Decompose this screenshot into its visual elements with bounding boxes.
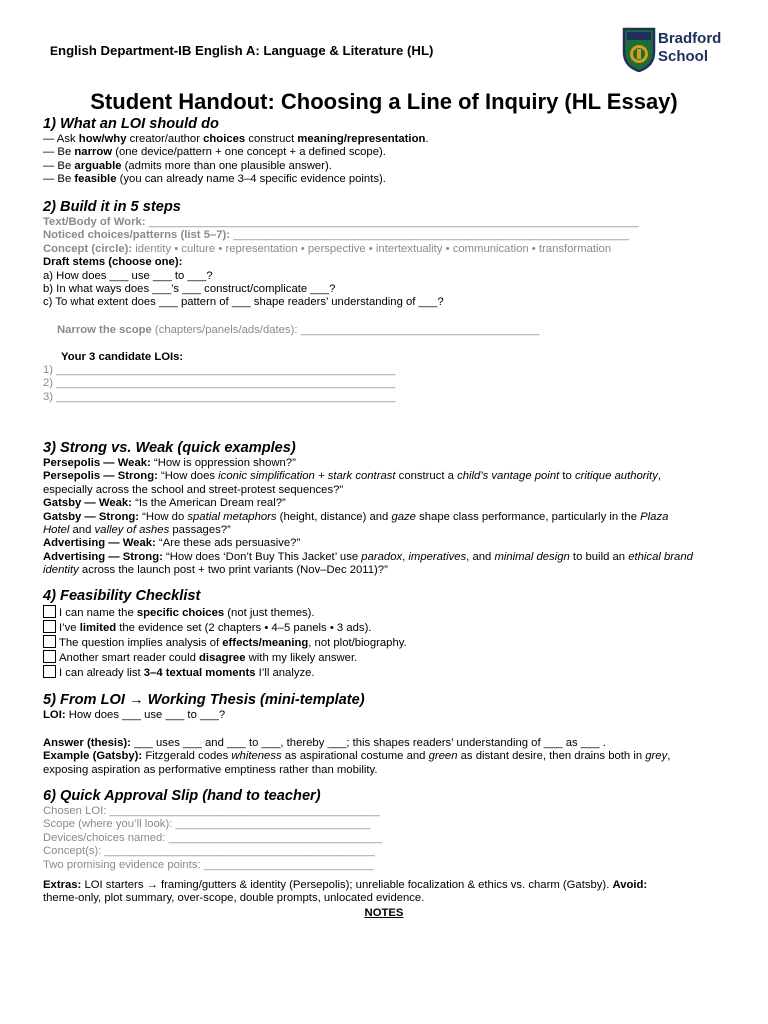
section-feasibility-checklist xyxy=(43,588,733,680)
checklist-item-5[interactable]: I can already list 3–4 textual moments I’ll analyze. xyxy=(43,665,733,680)
stem-b: b) In what ways does ___’s ___ construct/complicate ___? xyxy=(43,283,336,296)
candidate-loi-3: 3) ______________________________________________________ xyxy=(43,390,396,403)
section-1-heading: 1) What an LOI should do xyxy=(43,116,219,132)
s1-line-1: — Ask how/why creator/author choices construct meaning/representation. xyxy=(43,133,429,145)
section-strong-vs-weak xyxy=(43,440,733,578)
candidate-loi-1: 1) ______________________________________________________ xyxy=(43,364,396,376)
gatsby-example: Example (Gatsby): Fitzgerald codes whiteness as aspirational costume and green as distant desire, then drains both in grey, xyxy=(43,750,671,763)
section-4-heading: 4) Feasibility Checklist xyxy=(43,588,201,604)
section-what-loi-should-do xyxy=(43,116,733,187)
persepolis-strong-cont: especially across the school and street-protest sequences?” xyxy=(43,483,344,496)
stem-c: c) To what extent does ___ pattern of ___ shape readers’ understanding of ___? xyxy=(43,296,444,309)
checklist-item-2[interactable]: I’ve limited the evidence set (2 chapters • 4–5 panels • 3 ads). xyxy=(43,620,733,635)
school-logo xyxy=(622,26,722,76)
department-first-letter: E xyxy=(50,44,59,58)
section-build-steps xyxy=(43,199,733,310)
gatsby-strong: Gatsby — Strong: “How do spatial metaphors (height, distance) and gaze shape class performance, particularly in the Plaza xyxy=(43,510,669,523)
answer-thesis: Answer (thesis): ___ uses ___ and ___ to ___, thereby ___; this shapes readers’ understanding of ___ as ___ . xyxy=(43,737,606,749)
thesis-block xyxy=(43,737,733,777)
advertising-strong-cont: identity across the launch post + two print variants (Nov–Dec 2011)?” xyxy=(43,564,388,577)
gatsby-strong-cont: Hotel and valley of ashes passages?” xyxy=(43,524,231,537)
section-3-heading: 3) Strong vs. Weak (quick examples) xyxy=(43,440,296,456)
section-loi-to-thesis xyxy=(43,692,733,722)
candidate-lois-label: Your 3 candidate LOIs: xyxy=(61,351,184,363)
department-text: nglish Department-IB English A: Language & Literature (HL) xyxy=(58,43,434,58)
notes-heading: NOTES xyxy=(364,907,404,919)
section-2-heading: 2) Build it in 5 steps xyxy=(43,199,181,215)
school-name-line2: School xyxy=(658,48,709,65)
chosen-loi-field[interactable]: Chosen LOI: ___________________________________________ xyxy=(43,805,380,817)
checkbox-icon[interactable] xyxy=(43,605,56,618)
gatsby-weak: Gatsby — Weak: “Is the American Dream real?” xyxy=(43,497,286,510)
page-title: Student Handout: Choosing a Line of Inquiry (HL Essay) xyxy=(90,89,678,114)
section-6-heading: 6) Quick Approval Slip (hand to teacher) xyxy=(43,788,321,804)
loi-template: LOI: How does ___ use ___ to ___? xyxy=(43,709,226,721)
school-name xyxy=(658,30,721,66)
concepts-field[interactable]: Concept(s): ___________________________________________ xyxy=(43,845,375,858)
gatsby-example-cont: exposing aspiration as performative emptiness rather than mobility. xyxy=(43,763,378,776)
candidate-loi-2: 2) ______________________________________________________ xyxy=(43,377,396,390)
checklist-item-3[interactable]: The question implies analysis of effects/meaning, not plot/biography. xyxy=(43,635,733,650)
checkbox-icon[interactable] xyxy=(43,650,56,663)
narrow-scope-field: Narrow the scope (chapters/panels/ads/dates): ______________________________________ xyxy=(57,324,540,336)
noticed-choices-field: Noticed choices/patterns (list 5–7): _______________________________________________________________ xyxy=(43,229,630,242)
evidence-points-field[interactable]: Two promising evidence points: ___________________________ xyxy=(43,858,374,871)
advertising-weak: Advertising — Weak: “Are these ads persuasive?” xyxy=(43,537,301,550)
s1-line-2: — Be narrow (one device/pattern + one concept + a defined scope). xyxy=(43,146,386,159)
persepolis-strong: Persepolis — Strong: “How does iconic simplification + stark contrast construct a child’s vantage point to critique authority, xyxy=(43,470,661,483)
devices-field[interactable]: Devices/choices named: __________________________________ xyxy=(43,831,383,844)
persepolis-weak: Persepolis — Weak: “How is oppression shown?” xyxy=(43,457,296,469)
section-5-heading: 5) From LOI → Working Thesis (mini-template) xyxy=(43,692,365,708)
stem-a: a) How does ___ use ___ to ___? xyxy=(43,269,213,282)
checklist-item-1[interactable]: I can name the specific choices (not just themes). xyxy=(43,605,733,620)
checkbox-icon[interactable] xyxy=(43,665,56,678)
extras-line: Extras: LOI starters → framing/gutters & identity (Persepolis); unreliable focalization & ethics vs. charm (Gatsby). Avoid: xyxy=(43,879,648,891)
shield-icon xyxy=(622,26,656,72)
text-body-field: Text/Body of Work: ______________________________________________________________________________ xyxy=(43,216,639,228)
avoid-line: theme-only, plot summary, over-scope, double prompts, unlocated evidence. xyxy=(43,892,425,905)
s1-line-3: — Be arguable (admits more than one plausible answer). xyxy=(43,159,332,172)
concept-circle-field: Concept (circle): identity • culture • representation • perspective • intertextuality • communication • transformation xyxy=(43,242,612,255)
scope-field[interactable]: Scope (where you’ll look): _______________________________ xyxy=(43,818,371,831)
department-header xyxy=(50,44,433,58)
s1-line-4: — Be feasible (you can already name 3–4 specific evidence points). xyxy=(43,173,386,186)
school-name-line1: Bradford xyxy=(658,30,722,47)
advertising-strong: Advertising — Strong: “How does ‘Don’t Buy This Jacket’ use paradox, imperatives, and minimal design to build an ethical brand xyxy=(43,550,693,563)
checkbox-icon[interactable] xyxy=(43,620,56,633)
extras-block xyxy=(43,879,733,906)
draft-stems-label: Draft stems (choose one): xyxy=(43,256,183,269)
checklist-item-4[interactable]: Another smart reader could disagree with my likely answer. xyxy=(43,650,733,665)
candidate-lois-list xyxy=(43,364,395,404)
checkbox-icon[interactable] xyxy=(43,635,56,648)
section-approval-slip xyxy=(43,788,733,872)
